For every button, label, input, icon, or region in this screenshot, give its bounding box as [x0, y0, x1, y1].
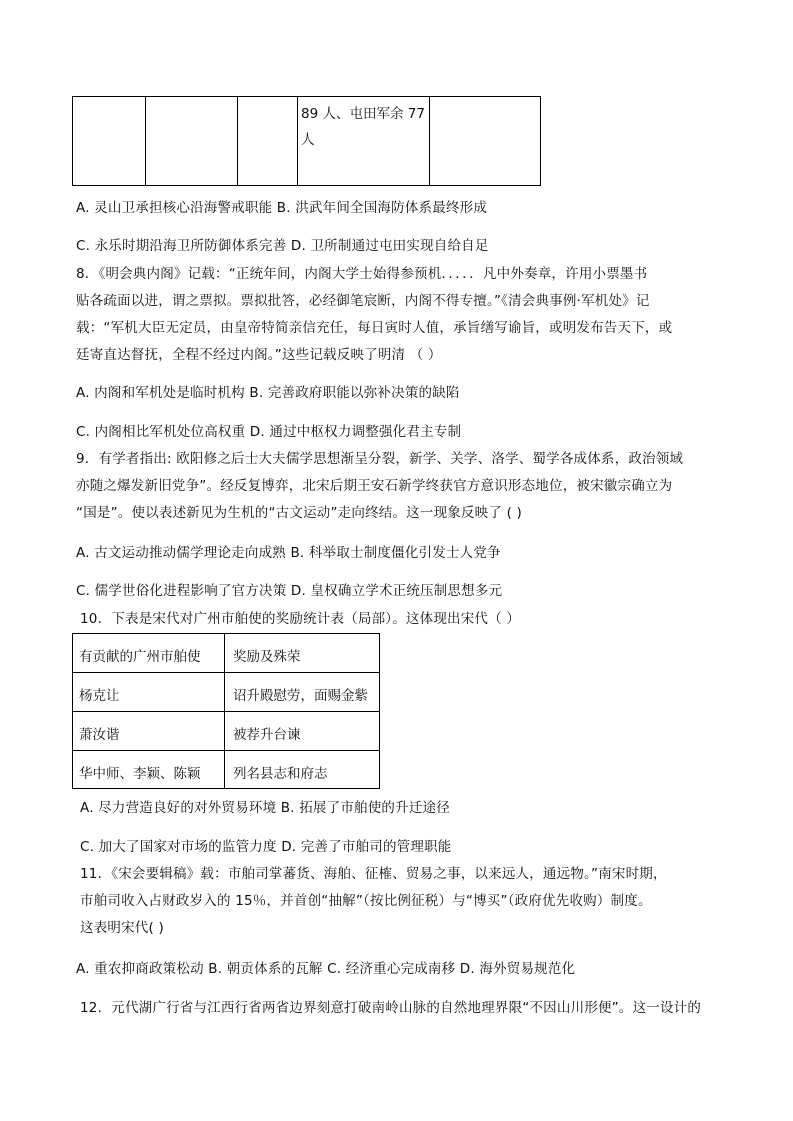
- q8-option-line: C. 内阁相比军机处位高权重 D. 通过中枢权力调整强化君主专制: [76, 424, 462, 440]
- q9-stem-line: 9．有学者指出: 欧阳修之后士大夫儒学思想渐呈分裂，新学、关学、洛学、蜀学各成体系，政治领域: [76, 451, 684, 467]
- q8-stem-line: 载：“军机大臣无定员，由皇帝特简亲信充任，每日寅时人值，承旨缮写谕旨，或明发布告天下，或: [76, 320, 673, 336]
- table-divider: [73, 711, 379, 712]
- q11-stem-line: 这表明宋代( ): [80, 920, 164, 936]
- table-header-cell: 奖励及殊荣: [233, 649, 301, 665]
- table-header-cell: 有贡献的广州市舶使: [79, 649, 201, 665]
- q10-stem: 10．下表是宋代对广州市舶使的奖励统计表（局部）。这体现出宋代（ ）: [80, 611, 521, 627]
- q11-stem-line: 11．《宋会要辑稿》载：市舶司掌蕃货、海舶、征榷、贸易之事，以来远人，通远物。”南宋时期，: [80, 866, 667, 882]
- q11-option-line: A. 重农抑商政策松动 B. 朝贡体系的瓦解 C. 经济重心完成南移 D. 海外贸易规范化: [76, 961, 576, 977]
- q11-stem-line: 市舶司收入占财政岁入的 15％，并首创“抽解”（按比例征税）与“博买”（政府优先收购）制度。: [80, 893, 652, 909]
- table-cell: 华中师、李颖、陈颖: [79, 766, 201, 782]
- table-divider: [297, 97, 298, 185]
- q7-option-line: A. 灵山卫承担核心沿海警戒职能 B. 洪武年间全国海防体系最终形成: [76, 200, 488, 216]
- table-divider: [73, 672, 379, 673]
- reward-table: [72, 633, 380, 789]
- table-divider: [73, 750, 379, 751]
- q10-option-line: C. 加大了国家对市场的监管力度 D. 完善了市舶司的管理职能: [80, 839, 452, 855]
- top-table: [72, 96, 541, 186]
- q8-stem-line: 贴各疏面以进，谓之票拟。票拟批答，必经御笔宸断，内阁不得专擅。”《清会典事例·军机处》记: [76, 293, 650, 309]
- table-divider: [145, 97, 146, 185]
- table-cell: 诏升殿慰劳，面赐金紫: [233, 688, 368, 704]
- table-divider: [237, 97, 238, 185]
- q7-option-line: C. 永乐时期沿海卫所防御体系完善 D. 卫所制通过屯田实现自给自足: [76, 238, 489, 254]
- q8-option-line: A. 内阁和军机处是临时机构 B. 完善政府职能以弥补决策的缺陷: [76, 385, 460, 401]
- q9-option-line: A. 古文运动推动儒学理论走向成熟 B. 科举取士制度僵化引发士人党争: [76, 545, 501, 561]
- q12-stem: 12．元代湖广行省与江西行省两省边界刻意打破南岭山脉的自然地理界限“不因山川形便”。这一设计的: [80, 1000, 702, 1016]
- q9-stem-line: 亦随之爆发新旧党争”。经反复博弈，北宋后期王安石新学终获官方意识形态地位，被宋徽宗确立为: [76, 478, 673, 494]
- table-cell-text: 89 人、屯田军余 77 人: [301, 106, 425, 148]
- q10-option-line: A. 尽力营造良好的对外贸易环境 B. 拓展了市舶使的升迁途径: [80, 800, 450, 816]
- table-cell: 萧汝谐: [79, 727, 120, 743]
- table-cell: 杨克让: [79, 688, 120, 704]
- table-cell: 列名县志和府志: [233, 766, 328, 782]
- table-cell: 被荐升台谏: [233, 727, 301, 743]
- q8-stem-line: 8．《明会典内阁》记载：“正统年间，内阁大学士始得参预机．．．．．凡中外奏章，许用小票墨书: [76, 266, 648, 282]
- q9-stem-line: “国是”。使以表述新见为生机的“古文运动”走向终结。这一现象反映了 ( ): [76, 505, 522, 521]
- q9-option-line: C. 儒学世俗化进程影响了官方决策 D. 皇权确立学术正统压制思想多元: [76, 583, 503, 599]
- q8-stem-line: 廷寄直达督抚，全程不经过内阁。”这些记载反映了明清 （ ）: [76, 347, 442, 363]
